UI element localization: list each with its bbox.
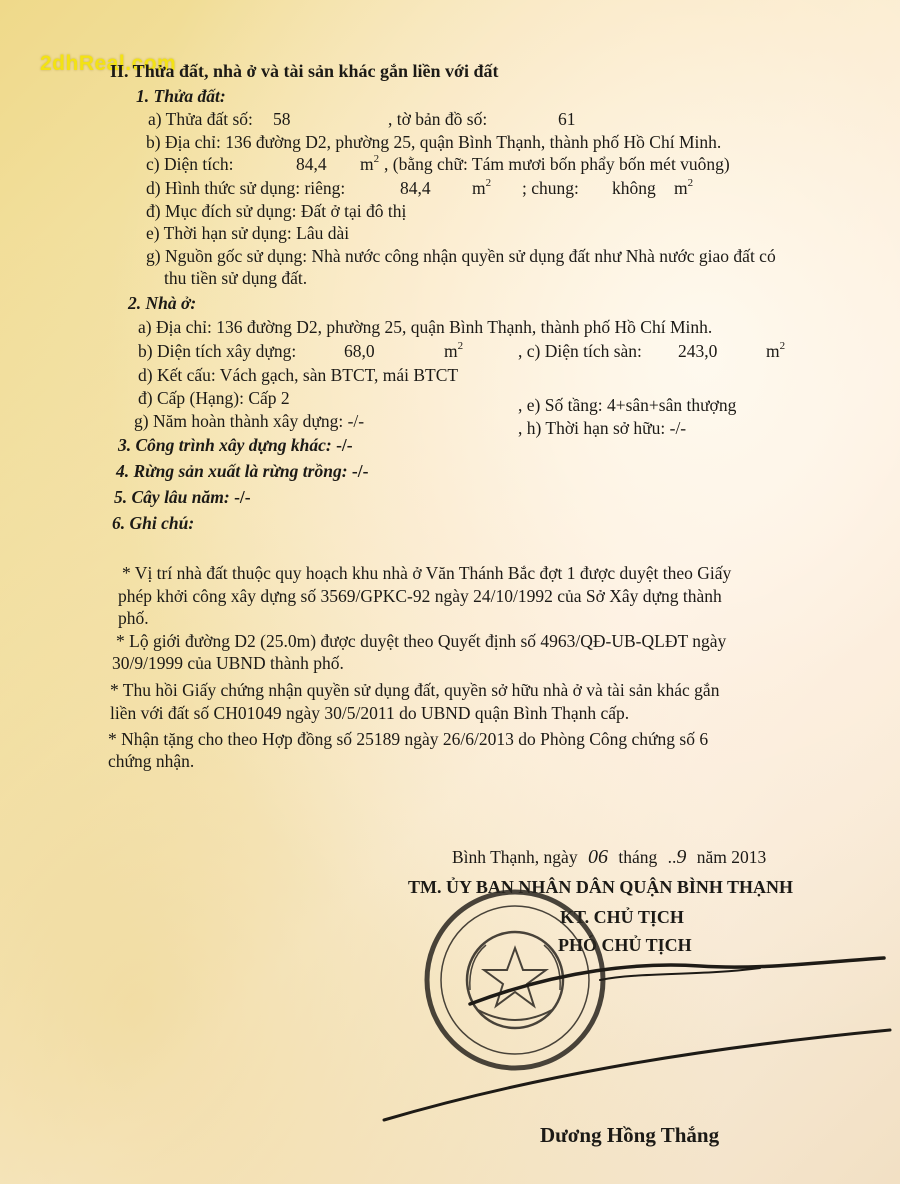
house-area-row: b) Diện tích xây dựng: 68,0 $m^2$ , c) Diện tích sàn: 243,0 $m^2$ bbox=[138, 340, 786, 361]
parcel-number-label: a) Thửa đất số: bbox=[148, 109, 253, 129]
signer-role-2: PHÓ CHỦ TỊCH bbox=[558, 935, 692, 955]
land-address: b) Địa chỉ: 136 đường D2, phường 25, quận Bình Thạnh, thành phố Hồ Chí Minh. bbox=[146, 132, 722, 152]
note-line: 30/9/1999 của UBND thành phố. bbox=[112, 653, 344, 673]
issue-date: Bình Thạnh, ngày 06 tháng ..9 năm 2013 bbox=[452, 846, 767, 868]
note-line: * Vị trí nhà đất thuộc quy hoạch khu nhà ở Văn Thánh Bắc đợt 1 được duyệt theo Giấy bbox=[122, 563, 732, 583]
usage-purpose: đ) Mục đích sử dụng: Đất ở tại đô thị bbox=[146, 201, 407, 221]
house-floors: , e) Số tầng: 4+sân+sân thượng bbox=[518, 395, 737, 415]
house-grade: đ) Cấp (Hạng): Cấp 2 bbox=[138, 388, 290, 408]
land-area-unit: m bbox=[360, 154, 374, 174]
usage-origin-cont: thu tiền sử dụng đất. bbox=[164, 268, 308, 288]
note-line: * Nhận tặng cho theo Hợp đồng số 25189 ngày 26/6/2013 do Phòng Công chứng số 6 bbox=[108, 729, 709, 749]
usage-shared-value: không bbox=[612, 178, 656, 198]
signer-role-1: KT. CHỦ TỊCH bbox=[560, 907, 684, 927]
section-3-value: -/- bbox=[336, 435, 353, 455]
section-5-value: -/- bbox=[234, 487, 251, 507]
section-2-title: 2. Nhà ở: bbox=[128, 293, 197, 313]
house-structure: d) Kết cấu: Vách gạch, sàn BTCT, mái BTCT bbox=[138, 365, 459, 385]
note-line: liền với đất số CH01049 ngày 30/5/2011 do UBND quận Bình Thạnh cấp. bbox=[110, 703, 630, 723]
usage-form-label: d) Hình thức sử dụng: riêng: bbox=[146, 178, 346, 198]
floor-area-value: 243,0 bbox=[678, 341, 718, 361]
note-line: * Lộ giới đường D2 (25.0m) được duyệt theo Quyết định số 4963/QĐ-UB-QLĐT ngày bbox=[116, 631, 727, 651]
note-line: phố. bbox=[118, 608, 149, 628]
site-watermark: 2dhReal.com bbox=[40, 52, 177, 75]
date-day: 06 bbox=[587, 846, 608, 868]
house-ownership-term: , h) Thời hạn sở hữu: -/- bbox=[518, 418, 687, 438]
floor-area-unit: m bbox=[766, 341, 780, 361]
issuing-authority: TM. ỦY BAN NHÂN DÂN QUẬN BÌNH THẠNH bbox=[408, 877, 794, 897]
building-area-unit: m bbox=[444, 341, 458, 361]
usage-private-value: 84,4 bbox=[400, 178, 431, 198]
land-area-text: , (bằng chữ: Tám mươi bốn phẩy bốn mét vuông) bbox=[384, 154, 730, 174]
date-prefix: Bình Thạnh, ngày bbox=[452, 847, 578, 867]
official-seal bbox=[427, 892, 603, 1068]
map-sheet-value: 61 bbox=[558, 109, 576, 129]
house-completion-year: g) Năm hoàn thành xây dựng: -/- bbox=[134, 411, 365, 431]
section-4-value: -/- bbox=[351, 461, 369, 481]
building-area-value: 68,0 bbox=[344, 341, 375, 361]
land-area-value: 84,4 bbox=[296, 154, 327, 174]
date-month: 9 bbox=[676, 846, 687, 868]
building-area-label: b) Diện tích xây dựng: bbox=[138, 341, 297, 361]
usage-shared-label: ; chung: bbox=[522, 178, 579, 198]
land-area-label: c) Diện tích: bbox=[146, 154, 234, 174]
signer-name: Dương Hồng Thắng bbox=[540, 1123, 720, 1147]
map-sheet-label: , tờ bản đồ số: bbox=[388, 109, 488, 129]
date-month-label: tháng bbox=[618, 847, 658, 867]
floor-area-label: , c) Diện tích sàn: bbox=[518, 341, 642, 361]
usage-private-unit: m bbox=[472, 178, 486, 198]
section-6-title: 6. Ghi chú: bbox=[112, 513, 195, 533]
house-address: a) Địa chỉ: 136 đường D2, phường 25, quận Bình Thạnh, thành phố Hồ Chí Minh. bbox=[138, 317, 713, 337]
date-year: năm 2013 bbox=[696, 847, 767, 867]
usage-shared-unit: m bbox=[674, 178, 688, 198]
handwritten-signature bbox=[384, 958, 890, 1120]
section-5-title: 5. Cây lâu năm: bbox=[114, 487, 230, 507]
section-4-title: 4. Rừng sản xuất là rừng trồng: bbox=[116, 461, 348, 481]
section-1-title: 1. Thửa đất: bbox=[136, 86, 226, 106]
usage-term: e) Thời hạn sử dụng: Lâu dài bbox=[146, 223, 350, 243]
usage-origin: g) Nguồn gốc sử dụng: Nhà nước công nhận quyền sử dụng đất như Nhà nước giao đất có bbox=[146, 246, 776, 266]
land-area-row: c) Diện tích: 84,4 $m^2$ , (bằng chữ: Tám mươi bốn phẩy bốn mét vuông) bbox=[146, 153, 730, 174]
parcel-number-value: 58 bbox=[273, 109, 291, 129]
note-line: phép khởi công xây dựng số 3569/GPKC-92 ngày 24/10/1992 của Sở Xây dựng thành bbox=[118, 586, 722, 606]
usage-form-row: d) Hình thức sử dụng: riêng: 84,4 $m^2$ ; chung: không $m^2$ bbox=[146, 177, 694, 198]
document-heading: II. Thửa đất, nhà ở và tài sản khác gắn liền với đất bbox=[110, 61, 499, 81]
section-3-title: 3. Công trình xây dựng khác: bbox=[118, 435, 332, 455]
note-line: * Thu hồi Giấy chứng nhận quyền sử dụng đất, quyền sở hữu nhà ở và tài sản khác gắn bbox=[110, 680, 720, 700]
note-line: chứng nhận. bbox=[108, 751, 195, 771]
